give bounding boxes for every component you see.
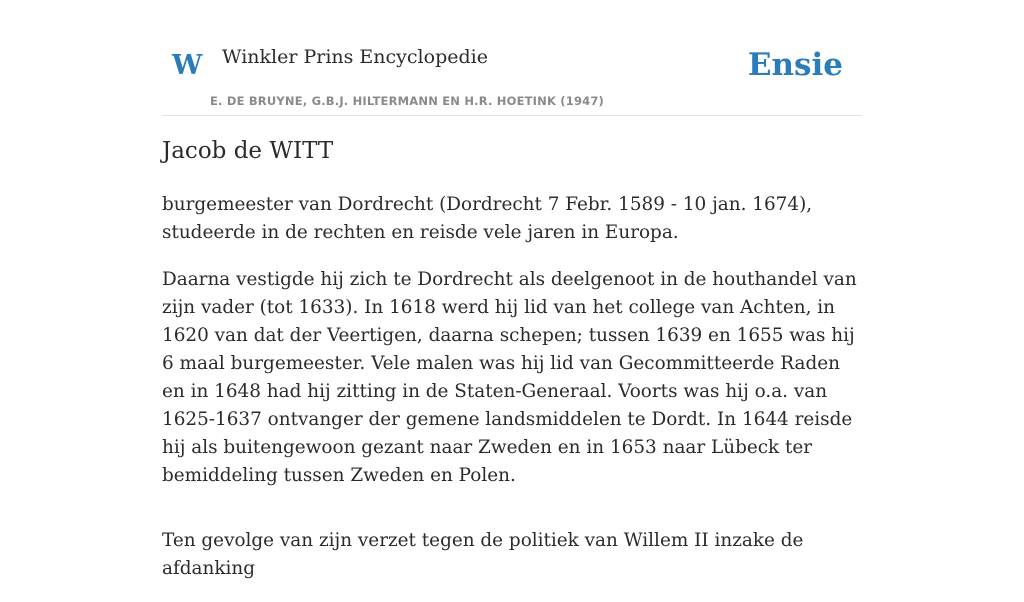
- article-paragraph: burgemeester van Dordrecht (Dordrecht 7 Febr. 1589 - 10 jan. 1674), studeerde in de rechten en reisde vele jaren in Europa.: [162, 193, 813, 243]
- encyclopedia-header: [162, 30, 862, 116]
- publication-authors: E. DE BRUYNE, G.B.J. HILTERMANN EN H.R. HOETINK (1947): [210, 94, 605, 108]
- article-title: Jacob de WITT: [162, 138, 334, 164]
- article-paragraph: Daarna vestigde hij zich te Dordrecht als deelgenoot in de houthandel van zijn vader (tot 1633). In 1618 werd hij lid van het college van Achten, in 1620 van dat der Veertigen, daarna schepen; tussen 1639 en 1655 was hij 6 maal burgemeester. Vele malen was hij lid van Gecommitteerde Raden en in 1648 had hij zitting in de Staten-Generaal. Voorts was hij o.a. van 1625-1637 ontvanger der gemene landsmiddelen te Dordt. In 1644 reisde hij als buitengewoon gezant naar Zweden en in 1653 naar Lübeck ter bemiddeling tussen Zweden en Polen.: [162, 268, 857, 486]
- article-content: [162, 138, 862, 602]
- ensie-brand-link[interactable]: Ensie: [747, 47, 843, 83]
- article-paragraph: Ten gevolge van zijn verzet tegen de politiek van Willem II inzake de afdanking: [162, 529, 804, 579]
- winkler-prins-logo[interactable]: W: [172, 50, 203, 81]
- publication-title[interactable]: Winkler Prins Encyclopedie: [222, 46, 488, 68]
